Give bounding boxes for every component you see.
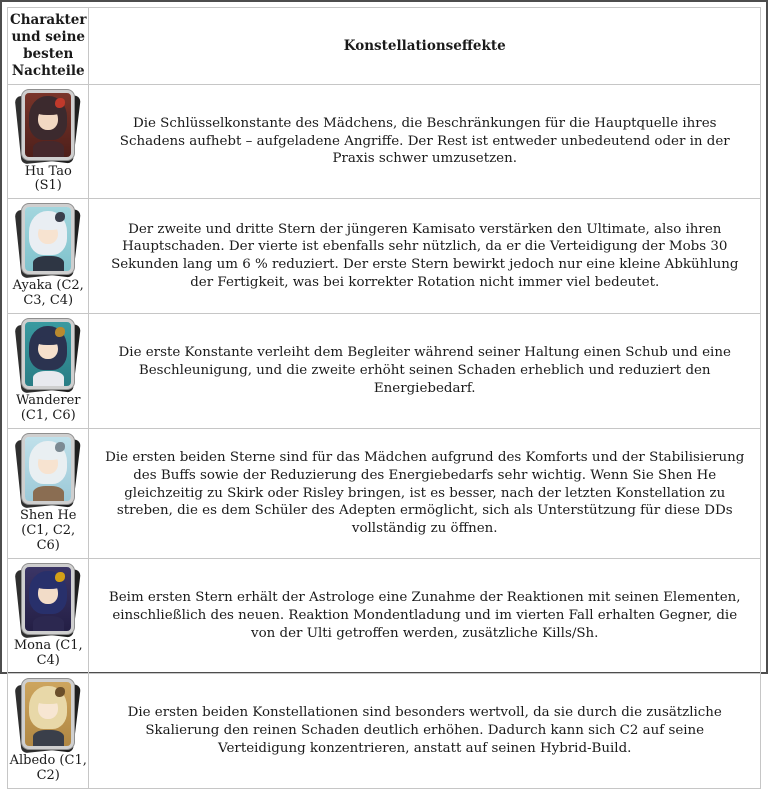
character-cell [8, 84, 89, 199]
mona-card-icon [19, 563, 77, 637]
table-row [8, 558, 761, 673]
column-header-character: Charakter und seine besten Nachteile [8, 8, 89, 85]
wanderer-card-icon [19, 318, 77, 392]
character-cell [8, 429, 89, 559]
character-cell [8, 558, 89, 673]
hu-tao-card-icon [19, 89, 77, 163]
table-row [8, 673, 761, 788]
column-header-effects: Konstellationseffekte [89, 8, 761, 85]
effect-text: Die erste Konstante verleiht dem Begleiter während seiner Haltung einen Schub und eine Beschleunigung, und die zweite erhöht seinen Schaden erheblich und reduziert den Energiebedarf. [89, 314, 761, 429]
character-label: Albedo (C1, C2) [9, 754, 87, 784]
effect-text: Der zweite und dritte Stern der jüngeren Kamisato verstärken den Ultimate, also ihren Hauptschaden. Der vierte ist ebenfalls sehr nützlich, da er die Verteidigung der Mobs 30 Sekunden lang um 6 % reduziert. Der erste Stern bewirkt jedoch nur eine kleine Abkühlung der Fertigkeit, was bei korrekter Rotation nicht immer viel bedeutet. [89, 199, 761, 314]
character-cell [8, 673, 89, 788]
table-row [8, 314, 761, 429]
character-label: Wanderer (C1, C6) [9, 394, 87, 424]
table-row [8, 199, 761, 314]
character-label: Ayaka (C2, C3, C4) [9, 279, 87, 309]
effect-text: Die Schlüsselkonstante des Mädchens, die Beschränkungen für die Hauptquelle ihres Schadens aufhebt – aufgeladene Angriffe. Der Rest ist entweder unbedeutend oder in der Praxis schwer umzusetzen. [89, 84, 761, 199]
character-label: Shen He (C1, C2, C6) [9, 509, 87, 554]
character-label: Mona (C1, C4) [9, 639, 87, 669]
effect-text: Beim ersten Stern erhält der Astrologe eine Zunahme der Reaktionen mit seinen Elementen, einschließlich des neuen. Reaktion Mondentladung und im vierten Fall erhalten Gegner, die von der Ulti getroffen werden, zusätzliche Kills/Sh. [89, 558, 761, 673]
table-row [8, 429, 761, 559]
effect-text: Die ersten beiden Sterne sind für das Mädchen aufgrund des Komforts und der Stabilisierung des Buffs sowie der Reduzierung des Energiebedarfs sehr wichtig. Wenn Sie Shen He gleichzeitig zu Skirk oder Risley bringen, ist es besser, nach der letzten Konstellation zu streben, die es dem Schüler des Adepten ermöglicht, sich als Unterstützung für diese DDs vollständig zu öffnen. [89, 429, 761, 559]
header-row [8, 8, 761, 85]
albedo-card-icon [19, 678, 77, 752]
table-row [8, 84, 761, 199]
shen-he-card-icon [19, 433, 77, 507]
constellation-table [7, 7, 761, 789]
character-cell [8, 314, 89, 429]
character-cell [8, 199, 89, 314]
character-label: Hu Tao (S1) [9, 165, 87, 195]
effect-text: Die ersten beiden Konstellationen sind besonders wertvoll, da sie durch die zusätzliche Skalierung den reinen Schaden deutlich erhöhen. Dadurch kann sich C2 auf seine Verteidigung konzentrieren, anstatt auf seinen Hybrid-Build. [89, 673, 761, 788]
ayaka-card-icon [19, 203, 77, 277]
